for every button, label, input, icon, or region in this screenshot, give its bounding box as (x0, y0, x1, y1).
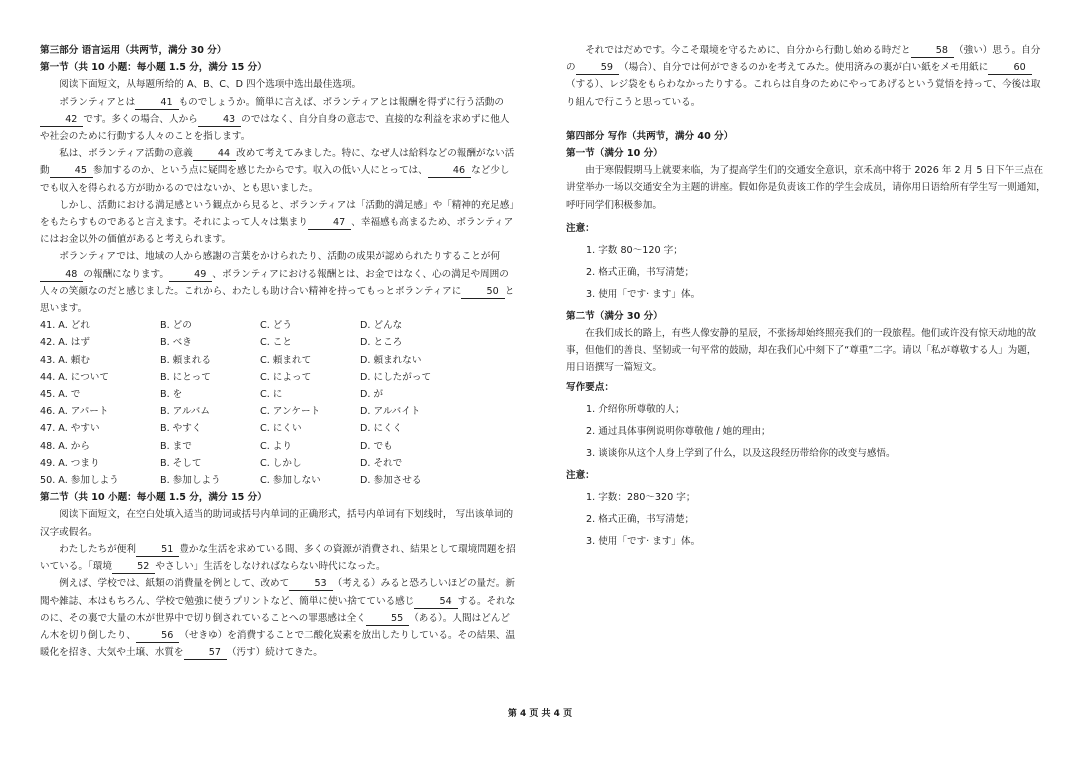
option-choice: D. どんな (360, 320, 403, 332)
blank-50: 50 (461, 285, 504, 299)
text-segment: （汚す）続けてきた。 (226, 647, 323, 659)
option-choice: B. にとって (160, 371, 211, 383)
option-choice: B. そして (160, 457, 202, 469)
option-choice: C. どう (260, 320, 292, 332)
blank-60: 60 (988, 61, 1031, 75)
passage2-para1 (40, 541, 518, 575)
option-row (40, 420, 518, 437)
option-choice: D. 頼まれない (360, 354, 422, 366)
option-choice: B. を (160, 389, 183, 401)
text-segment: しかし、活動における満足感という観点から見ると、ボランティアは「活動的満足感」や「精神的充足感」をもたらすものであると言えます。それによって人々は集まり (40, 199, 515, 229)
blank-48: 48 (40, 268, 83, 282)
requirement-item: 2. 格式正确，书写清楚； (586, 513, 695, 525)
option-choice: B. やすく (160, 423, 202, 435)
option-row (40, 455, 518, 472)
section1-title: 第一节（共 10 小题：每小题 1.5 分，满分 15 分） (40, 62, 267, 74)
option-row (40, 472, 518, 489)
page-footer: 第 4 页 共 4 页 (507, 709, 573, 719)
writing1-note-label: 注意： (566, 222, 595, 234)
option-row (40, 334, 518, 351)
option-choice: 44. A. について (40, 371, 109, 383)
blank-42: 42 (40, 113, 83, 127)
option-choice: 49. A. つまり (40, 457, 100, 469)
text-segment: （する）、レジ袋をもらわなかったりする。これらは自身のためにやってあげるという覚悟を持って、今後は取り組んで行こうと思っている。 (566, 79, 1041, 108)
option-choice: D. アルバイト (360, 406, 421, 418)
text-segment: のではなく、自分自身の意志で、直接的な利益を求めずに他人や社会のために行動する人々のことを指します。 (40, 113, 510, 143)
writing2-points (566, 399, 1046, 465)
blank-58: 58 (911, 44, 954, 58)
requirement-item: 2. 格式正确，书写清楚； (586, 266, 695, 278)
text-segment: 改めて考えてみました。特に、なぜ人は給料などの報酬がない活動 (40, 148, 515, 177)
section2-title: 第二节（共 10 小题：每小题 1.5 分，满分 15 分） (40, 492, 267, 504)
option-choice: C. しかし (260, 457, 302, 469)
passage2-para3 (566, 42, 1046, 111)
text-segment: それではだめです。今こそ環境を守るために、自分から行動し始める時だと (585, 45, 911, 56)
requirement-item: 1. 字数：280～320 字； (586, 491, 696, 503)
text-segment: 例えば、学校では、紙類の消費量を例として、改めて (59, 578, 290, 590)
text-segment: （ある）。人間はどんどん木を切り倒したり、 (40, 612, 510, 641)
text-segment: など少しでも収入を得られる方が助かるのではないか、とも思いました。 (40, 165, 510, 194)
option-choice: B. まで (160, 440, 192, 452)
requirement-item: 1. 介绍你所尊敬的人； (586, 403, 685, 415)
option-choice: C. によって (260, 371, 312, 383)
text-segment: する。それなのに、その裏で大量の木が世界中で切り倒されていることへの罪悪感は全く (40, 595, 516, 624)
writing2-prompt: 在我们成长的路上，有些人像安静的星辰，不张扬却始终照亮我们的一段旅程。他们或许没有惊天动地的故事，但他们的善良、坚韧或一句平常的鼓励，却在我们心中刻下了“尊重”二字。请以「私が尊敬する人」为题，用日语撰写一篇短文。 (566, 328, 1037, 374)
blank-45: 45 (50, 164, 93, 178)
blank-51: 51 (136, 543, 179, 557)
text-segment: （せきゆ）を消費することで二酸化炭素を放出したりしている。その結果、温暖化を招き、大気や土壌、水質を (40, 629, 516, 659)
text-segment: （場合）、自分では何ができるのかを考えてみた。使用済みの裏が白い紙をメモ用紙に (619, 62, 989, 74)
part3-title: 第三部分 语言运用（共两节，满分 30 分） (40, 45, 227, 56)
writing2-points-label: 写作要点： (566, 381, 614, 393)
option-choice: D. にくく (360, 423, 403, 435)
section2-instructions: 阅读下面短文，在空白处填入适当的助词或括号内单词的正确形式，括号内单词有下划线时， 写出该单词的汉字或假名。 (40, 509, 514, 538)
passage1-para1 (40, 94, 518, 146)
text-segment: （考える）みると恐ろしいほどの量だ。新聞や雑誌、本はもちろん、学校で勉強に使うプリントなど、簡単に使い捨てている感じ (40, 578, 515, 607)
requirement-item: 3. 使用「です· ます」体。 (586, 535, 701, 547)
text-segment: の報酬になります。 (83, 268, 169, 280)
requirement-item: 1. 字数 80～120 字； (586, 244, 683, 256)
text-segment: （強い）思う。自分の (566, 45, 1041, 74)
option-choice: 50. A. 参加しよう (40, 475, 119, 487)
option-choice: B. 頼まれる (160, 354, 212, 366)
text-segment: ものでしょうか。簡単に言えば、ボランティアとは報酬を得ずに行う活動の (178, 96, 504, 108)
option-choice: 45. A. で (40, 389, 81, 401)
writing1-notes (566, 240, 1046, 306)
blank-47: 47 (308, 216, 351, 230)
option-choice: D. ところ (360, 337, 403, 349)
text-segment: 私は、ボランティア活動の意義 (59, 148, 193, 160)
blank-53: 53 (289, 577, 332, 591)
text-segment: と思います。 (40, 285, 515, 315)
requirement-item: 2. 通过具体事例说明你尊敬他 / 她的理由； (586, 425, 771, 437)
option-choice: 43. A. 頼む (40, 354, 90, 366)
option-row (40, 369, 518, 386)
option-choice: D. にしたがって (360, 371, 432, 383)
blank-49: 49 (169, 268, 212, 282)
option-choice: B. どの (160, 320, 192, 332)
writing2-title: 第二节（满分 30 分） (566, 310, 663, 322)
blank-46: 46 (428, 164, 471, 178)
option-choice: 41. A. どれ (40, 320, 90, 332)
writing2-notes (566, 487, 1046, 553)
text-segment: 、ボランティアにおける報酬とは、お金ではなく、心の満足や周囲の人々の笑顔なのだと感じました。これから、わたしも助け合い精神を持ってもっとボランティアに (40, 268, 509, 297)
text-segment: 参加するのか、という点に疑問を感じたからです。収入の低い人にとっては、 (93, 165, 428, 177)
option-choice: 47. A. やすい (40, 423, 100, 435)
text-segment: ボランティアでは、地域の人から感謝の言葉をかけられたり、活動の成果が認められたりすることが何 (59, 251, 501, 263)
blank-55: 55 (366, 612, 409, 626)
option-row (40, 438, 518, 455)
text-segment: わたしたちが便利 (59, 543, 136, 555)
passage2-para2 (40, 575, 518, 661)
blank-57: 57 (184, 646, 227, 660)
option-choice: D. でも (360, 440, 393, 452)
requirement-item: 3. 谈谈你从这个人身上学到了什么，以及这段经历带给你的改变与感悟。 (586, 447, 896, 459)
option-row (40, 317, 518, 334)
option-choice: C. アンケート (260, 406, 321, 418)
requirement-item: 3. 使用「です· ます」体。 (586, 288, 701, 300)
right-column (566, 42, 1046, 553)
option-choice: C. 参加しない (260, 475, 321, 487)
option-choice: D. それで (360, 457, 403, 469)
blank-43: 43 (198, 113, 241, 127)
option-choice: C. より (260, 440, 292, 452)
part4-title: 第四部分 写作（共两节，满分 40 分） (566, 130, 734, 142)
option-choice: D. 参加させる (360, 475, 422, 487)
blank-56: 56 (136, 629, 179, 643)
writing2-note-label: 注意： (566, 469, 595, 481)
blank-44: 44 (193, 147, 236, 161)
option-choice: D. が (360, 389, 384, 401)
text-segment: やさしい」生活をしなければならない時代になった。 (155, 561, 386, 573)
writing1-prompt: 由于寒假假期马上就要来临，为了提高学生们的交通安全意识，京禾高中将于 2026 年 2 月 5 日下午三点在讲堂举办一场以交通安全为主题的讲座。假如你是负责该工作的学生会成员，请你用日语给所有学生写一则通知，呼吁同学们积极参加。 (566, 165, 1046, 211)
passage1-para2 (40, 145, 518, 197)
option-row (40, 403, 518, 420)
options-list (40, 317, 518, 489)
blank-41: 41 (135, 96, 178, 110)
text-segment: 、幸福感も高まるため、ボランティアにはお金以外の価値があると考えられます。 (40, 217, 514, 246)
blank-59: 59 (576, 61, 619, 75)
blank-52: 52 (112, 560, 155, 574)
option-choice: B. べき (160, 337, 192, 349)
writing1-title: 第一节（满分 10 分） (566, 148, 663, 160)
passage1-para3 (40, 197, 518, 249)
option-choice: 42. A. はず (40, 337, 90, 349)
text-segment: です。多くの場合、人から (83, 113, 198, 125)
option-choice: C. こと (260, 337, 292, 349)
option-choice: B. アルバム (160, 406, 210, 418)
blank-54: 54 (414, 595, 457, 609)
option-row (40, 352, 518, 369)
section1-instructions: 阅读下面短文，从每题所给的 A、B、C、D 四个选项中选出最佳选项。 (59, 79, 362, 91)
text-segment: ボランティアとは (59, 96, 136, 108)
option-choice: C. 頼まれて (260, 354, 312, 366)
option-choice: 48. A. から (40, 440, 90, 452)
passage1-para4 (40, 248, 518, 317)
option-row (40, 386, 518, 403)
option-choice: B. 参加しよう (160, 475, 221, 487)
text-segment: 豊かな生活を求めている間、多くの資源が消費され、結果として環境問題を招いている。「環境 (40, 543, 516, 573)
option-choice: 46. A. アパート (40, 406, 109, 418)
option-choice: C. にくい (260, 423, 302, 435)
left-column (40, 42, 518, 661)
option-choice: C. に (260, 389, 283, 401)
